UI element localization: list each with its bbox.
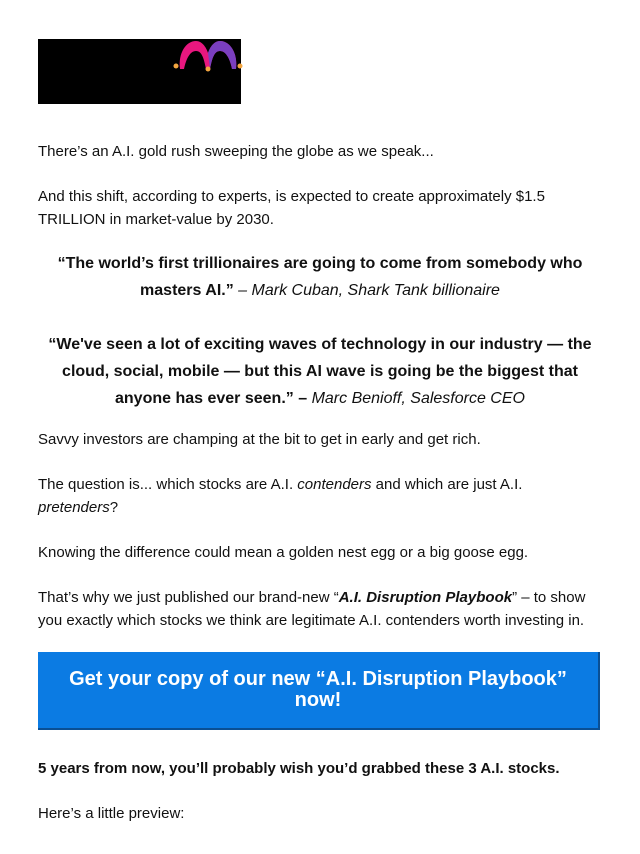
body-paragraph-2 — [38, 474, 602, 519]
jester-hat-icon — [172, 39, 244, 73]
emphasis-pretenders: pretenders — [38, 498, 110, 516]
header-logo-area — [38, 39, 602, 104]
quote-separator: – — [233, 282, 252, 299]
cta-label: Get your copy of our new “A.I. Disruption Playbook” now! — [69, 668, 567, 711]
quote-benioff — [38, 331, 602, 412]
body-paragraph-4 — [38, 587, 602, 632]
text-run: and which are just A.I. — [371, 476, 523, 493]
outro-bold-line: 5 years from now, you’ll probably wish you’d grabbed these 3 A.I. stocks. — [38, 760, 560, 777]
quote-attribution: Marc Benioff, Salesforce CEO — [311, 390, 525, 407]
body-paragraph-3: Knowing the difference could mean a golden nest egg or a big goose egg. — [38, 544, 529, 561]
playbook-title: A.I. Disruption Playbook — [338, 589, 513, 606]
text-run: The question is... which stocks are A.I. — [38, 476, 298, 493]
body-paragraph-1: Savvy investors are champing at the bit to get in early and get rich. — [38, 431, 481, 448]
quote-text: “We've seen a lot of exciting waves of technology in our industry — the cloud, social, mobile — but this AI wave is going be the biggest that anyone has ever seen.” – — [48, 336, 592, 407]
emphasis-contenders: contenders — [297, 476, 372, 493]
quote-cuban — [38, 250, 602, 304]
quote-attribution: Mark Cuban, Shark Tank billionaire — [251, 282, 500, 299]
intro-paragraph-2: And this shift, according to experts, is expected to create approximately $1.5 TRILLION in market-value by 2030. — [38, 188, 545, 228]
outro-preview: Here’s a little preview: — [38, 805, 185, 822]
text-run: ? — [109, 498, 119, 516]
text-run: ” – to show you exactly which stocks we think are legitimate A.I. contenders worth investing in. — [38, 589, 586, 629]
intro-paragraph-1: There’s an A.I. gold rush sweeping the globe as we speak... — [38, 143, 434, 160]
quote-text: “The world’s first trillionaires are going to come from somebody who masters AI.” — [57, 255, 583, 299]
text-run: That’s why we just published our brand-new “ — [38, 589, 339, 606]
get-playbook-button[interactable] — [38, 652, 600, 730]
brand-logo[interactable] — [38, 39, 241, 104]
